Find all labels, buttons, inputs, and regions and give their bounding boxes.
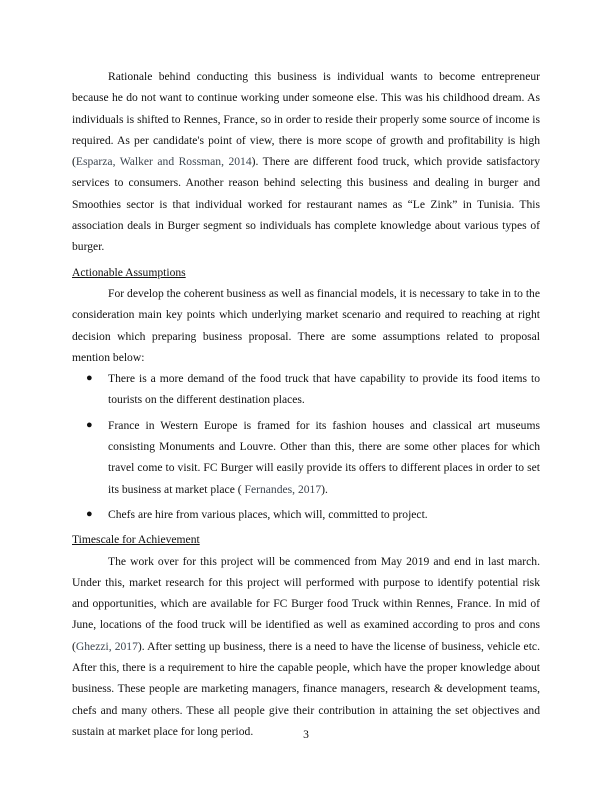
- rationale-text-1: Rationale behind conducting this business is individual wants to become entrepreneur because he do not want to continue working under someone else. This was his childhood dream. As individuals is shifted to Rennes, France, so in order to reside their properly some source of income is required. As per candidate's point of view, there is more scope of growth and profitability is high (: [72, 70, 540, 169]
- bullet-icon: ●: [86, 507, 93, 520]
- assumption-item-3: [72, 504, 540, 525]
- rationale-text-2: ). There are different food truck, which provide satisfactory services to consumers. Another reason behind selecting this business and dealing in burger and Smoothies sector is that individual worked for restaurant names as “Le Zink” in Tunisia. This association deals in Burger segment so individuals has complete knowledge about various types of burger.: [72, 155, 540, 254]
- rationale-paragraph: [72, 66, 540, 258]
- page-number: 3: [303, 728, 309, 741]
- timescale-text-2: ). After setting up business, there is a need to have the license of business, vehicle etc. After this, there is a requirement to hire the capable people, which have the proper knowledge about business. These people are marketing managers, finance managers, research & development teams, chefs and many others. These all people give their contribution in attaining the set objectives and sustain at market place for long period.: [72, 639, 540, 738]
- rationale-citation: Esparza, Walker and Rossman, 2014: [75, 155, 252, 169]
- assumptions-heading: Actionable Assumptions: [72, 265, 186, 279]
- assumption-citation: Fernandes, 2017: [244, 482, 322, 496]
- assumption-item-2: [72, 415, 540, 500]
- timescale-paragraph: [72, 551, 540, 743]
- assumption-item-1: [72, 368, 540, 411]
- assumptions-intro: For develop the coherent business as well as financial models, it is necessary to take in to the consideration main key points which underlying market scenario and required to reaching at right decision which preparing business proposal. There are some assumptions related to proposal mention below:: [72, 286, 540, 364]
- timescale-citation: Ghezzi, 2017: [75, 639, 138, 653]
- assumption-text-2a: France in Western Europe is framed for its fashion houses and classical art museums consisting Monuments and Louvre. Other than this, there are some other places for which travel come to visit. FC Burger will easily provide its offers to different places in order to set its business at market place (: [108, 418, 540, 496]
- assumption-text-2b: ).: [321, 482, 328, 496]
- bullet-icon: ●: [86, 372, 93, 385]
- bullet-icon: ●: [86, 418, 93, 431]
- timescale-text-1: The work over for this project will be commenced from May 2019 and end in last march. Under this, market research for this project will performed with purpose to identify potential risk and opportunities, which are available for FC Burger food Truck within Rennes, France. In mid of June, locations of the food truck will be identified as well as examined according to pros and cons (: [72, 554, 540, 653]
- timescale-heading: Timescale for Achievement: [72, 533, 200, 547]
- assumptions-list: [72, 368, 540, 525]
- assumption-text-1: There is a more demand of the food truck that have capability to provide its food items to tourists on the different destination places.: [108, 372, 540, 407]
- assumption-text-3: Chefs are hire from various places, which will, committed to project.: [108, 507, 428, 521]
- page-content: [72, 66, 540, 742]
